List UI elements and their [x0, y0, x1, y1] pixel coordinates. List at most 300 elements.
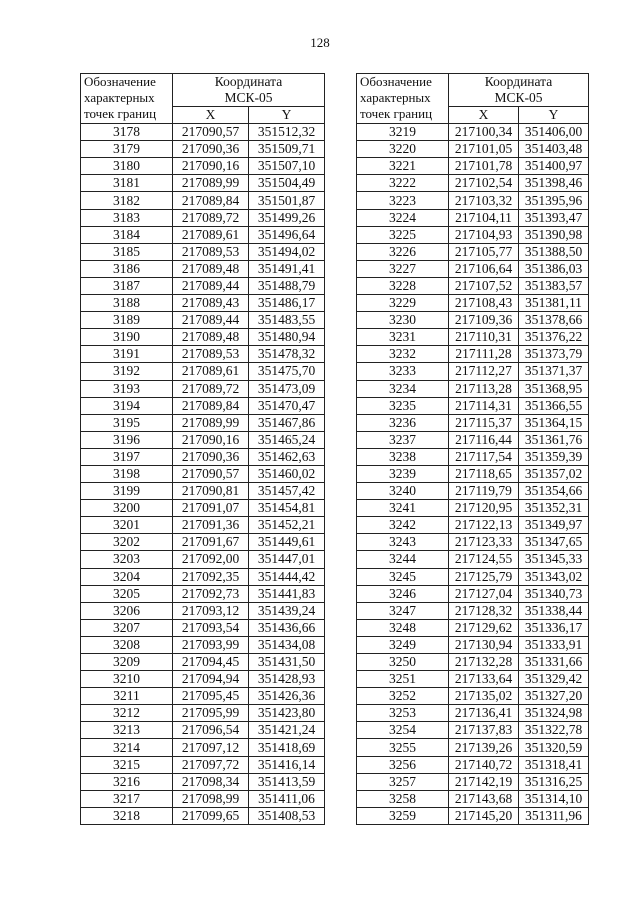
y-value-cell: 351378,66: [519, 312, 589, 329]
y-value-cell: 351366,55: [519, 397, 589, 414]
point-number-cell: 3196: [81, 431, 173, 448]
point-number-cell: 3217: [81, 790, 173, 807]
x-value-cell: 217106,64: [449, 260, 519, 277]
point-number-cell: 3224: [357, 209, 449, 226]
x-value-cell: 217115,37: [449, 414, 519, 431]
point-number-cell: 3247: [357, 602, 449, 619]
x-value-cell: 217090,57: [173, 124, 249, 141]
x-value-cell: 217090,81: [173, 483, 249, 500]
point-number-cell: 3193: [81, 380, 173, 397]
table-row: [357, 397, 589, 414]
x-value-cell: 217095,45: [173, 688, 249, 705]
point-number-cell: 3204: [81, 568, 173, 585]
point-number-cell: 3186: [81, 260, 173, 277]
point-number-cell: 3181: [81, 175, 173, 192]
coordinate-header: [449, 74, 589, 107]
point-number-cell: 3198: [81, 465, 173, 482]
point-number-cell: 3202: [81, 534, 173, 551]
y-value-cell: 351371,37: [519, 363, 589, 380]
point-number-cell: 3231: [357, 329, 449, 346]
point-number-cell: 3234: [357, 380, 449, 397]
x-value-cell: 217118,65: [449, 465, 519, 482]
x-value-cell: 217089,72: [173, 209, 249, 226]
y-value-cell: 351373,79: [519, 346, 589, 363]
x-value-cell: 217089,84: [173, 192, 249, 209]
y-value-cell: 351418,69: [249, 739, 325, 756]
y-value-cell: 351357,02: [519, 465, 589, 482]
x-value-cell: 217089,53: [173, 346, 249, 363]
x-value-cell: 217102,54: [449, 175, 519, 192]
point-number-cell: 3190: [81, 329, 173, 346]
point-number-cell: 3226: [357, 243, 449, 260]
point-number-cell: 3235: [357, 397, 449, 414]
table-row: [81, 739, 325, 756]
x-value-cell: 217129,62: [449, 619, 519, 636]
y-value-cell: 351376,22: [519, 329, 589, 346]
table-row: [81, 500, 325, 517]
table-row: [81, 158, 325, 175]
table-row: [81, 534, 325, 551]
x-value-cell: 217103,32: [449, 192, 519, 209]
point-label-header: [357, 74, 449, 124]
table-row: [81, 671, 325, 688]
x-value-cell: 217095,99: [173, 705, 249, 722]
x-value-cell: 217091,07: [173, 500, 249, 517]
coordinate-system: МСК-05: [224, 90, 273, 105]
y-value-cell: 351398,46: [519, 175, 589, 192]
x-value-cell: 217123,33: [449, 534, 519, 551]
point-number-cell: 3251: [357, 671, 449, 688]
point-number-cell: 3243: [357, 534, 449, 551]
x-header: X: [449, 107, 519, 124]
point-number-cell: 3214: [81, 739, 173, 756]
y-value-cell: 351478,32: [249, 346, 325, 363]
table-row: [81, 756, 325, 773]
x-value-cell: 217112,27: [449, 363, 519, 380]
table-row: [81, 414, 325, 431]
point-number-cell: 3192: [81, 363, 173, 380]
x-value-cell: 217139,26: [449, 739, 519, 756]
table-row: [357, 363, 589, 380]
table-row: [81, 380, 325, 397]
x-value-cell: 217094,94: [173, 671, 249, 688]
point-label-line3: точек границ: [84, 106, 157, 121]
x-value-cell: 217089,44: [173, 312, 249, 329]
x-value-cell: 217096,54: [173, 722, 249, 739]
y-value-cell: 351483,55: [249, 312, 325, 329]
x-value-cell: 217105,77: [449, 243, 519, 260]
y-value-cell: 351400,97: [519, 158, 589, 175]
y-value-cell: 351496,64: [249, 226, 325, 243]
y-value-cell: 351329,42: [519, 671, 589, 688]
point-number-cell: 3189: [81, 312, 173, 329]
y-value-cell: 351390,98: [519, 226, 589, 243]
y-value-cell: 351359,39: [519, 448, 589, 465]
y-value-cell: 351457,42: [249, 483, 325, 500]
point-number-cell: 3259: [357, 807, 449, 824]
x-value-cell: 217143,68: [449, 790, 519, 807]
point-number-cell: 3233: [357, 363, 449, 380]
point-number-cell: 3222: [357, 175, 449, 192]
y-value-cell: 351354,66: [519, 483, 589, 500]
x-value-cell: 217097,72: [173, 756, 249, 773]
table-row: [357, 551, 589, 568]
point-number-cell: 3191: [81, 346, 173, 363]
table-row: [81, 243, 325, 260]
table-row: [357, 483, 589, 500]
table-row: [81, 807, 325, 824]
point-number-cell: 3223: [357, 192, 449, 209]
point-number-cell: 3209: [81, 654, 173, 671]
x-value-cell: 217101,78: [449, 158, 519, 175]
y-value-cell: 351460,02: [249, 465, 325, 482]
x-value-cell: 217140,72: [449, 756, 519, 773]
x-value-cell: 217091,67: [173, 534, 249, 551]
table-row: [81, 465, 325, 482]
x-value-cell: 217089,99: [173, 175, 249, 192]
table-row: [357, 226, 589, 243]
point-number-cell: 3216: [81, 773, 173, 790]
x-value-cell: 217092,73: [173, 585, 249, 602]
table-row: [357, 414, 589, 431]
point-label-line2: характерных: [360, 90, 431, 105]
y-value-cell: 351314,10: [519, 790, 589, 807]
table-row: [81, 551, 325, 568]
x-value-cell: 217093,12: [173, 602, 249, 619]
table-row: [357, 431, 589, 448]
y-value-cell: 351447,01: [249, 551, 325, 568]
y-value-cell: 351470,47: [249, 397, 325, 414]
point-number-cell: 3240: [357, 483, 449, 500]
y-value-cell: 351381,11: [519, 295, 589, 312]
x-value-cell: 217109,36: [449, 312, 519, 329]
y-value-cell: 351501,87: [249, 192, 325, 209]
x-value-cell: 217089,61: [173, 363, 249, 380]
y-value-cell: 351368,95: [519, 380, 589, 397]
x-value-cell: 217089,48: [173, 260, 249, 277]
table-body-left: [81, 124, 325, 825]
x-value-cell: 217093,99: [173, 636, 249, 653]
y-value-cell: 351512,32: [249, 124, 325, 141]
y-value-cell: 351499,26: [249, 209, 325, 226]
x-value-cell: 217108,43: [449, 295, 519, 312]
x-value-cell: 217098,34: [173, 773, 249, 790]
point-number-cell: 3207: [81, 619, 173, 636]
table-row: [81, 705, 325, 722]
y-value-cell: 351318,41: [519, 756, 589, 773]
x-value-cell: 217090,57: [173, 465, 249, 482]
y-value-cell: 351322,78: [519, 722, 589, 739]
point-number-cell: 3228: [357, 277, 449, 294]
table-row: [81, 585, 325, 602]
table-row: [81, 619, 325, 636]
x-value-cell: 217132,28: [449, 654, 519, 671]
table-row: [81, 688, 325, 705]
y-value-cell: 351336,17: [519, 619, 589, 636]
page-number: 128: [310, 35, 330, 50]
point-number-cell: 3179: [81, 141, 173, 158]
table-row: [81, 722, 325, 739]
table-row: [357, 277, 589, 294]
x-value-cell: 217091,36: [173, 517, 249, 534]
point-number-cell: 3257: [357, 773, 449, 790]
point-number-cell: 3225: [357, 226, 449, 243]
point-number-cell: 3194: [81, 397, 173, 414]
x-value-cell: 217097,12: [173, 739, 249, 756]
point-number-cell: 3211: [81, 688, 173, 705]
x-value-cell: 217127,04: [449, 585, 519, 602]
y-value-cell: 351413,59: [249, 773, 325, 790]
point-number-cell: 3256: [357, 756, 449, 773]
table-row: [81, 141, 325, 158]
point-number-cell: 3203: [81, 551, 173, 568]
y-value-cell: 351352,31: [519, 500, 589, 517]
coordinates-table-right: [356, 73, 589, 825]
table-row: [357, 175, 589, 192]
point-number-cell: 3195: [81, 414, 173, 431]
point-number-cell: 3236: [357, 414, 449, 431]
point-number-cell: 3242: [357, 517, 449, 534]
y-value-cell: 351343,02: [519, 568, 589, 585]
table-row: [357, 585, 589, 602]
x-value-cell: 217089,99: [173, 414, 249, 431]
table-row: [81, 124, 325, 141]
y-value-cell: 351347,65: [519, 534, 589, 551]
y-value-cell: 351340,73: [519, 585, 589, 602]
table-row: [357, 380, 589, 397]
coordinate-header: [173, 74, 325, 107]
table-row: [357, 671, 589, 688]
point-label-line1: Обозначение: [360, 74, 432, 89]
table-row: [357, 141, 589, 158]
x-value-cell: 217114,31: [449, 397, 519, 414]
point-number-cell: 3219: [357, 124, 449, 141]
table-row: [357, 329, 589, 346]
x-value-cell: 217135,02: [449, 688, 519, 705]
y-value-cell: 351439,24: [249, 602, 325, 619]
table-row: [81, 260, 325, 277]
coordinate-title: Координата: [484, 74, 553, 89]
table-row: [81, 295, 325, 312]
x-value-cell: 217089,43: [173, 295, 249, 312]
point-number-cell: 3229: [357, 295, 449, 312]
table-row: [81, 602, 325, 619]
y-value-cell: 351421,24: [249, 722, 325, 739]
point-number-cell: 3230: [357, 312, 449, 329]
x-value-cell: 217090,36: [173, 448, 249, 465]
table-row: [81, 397, 325, 414]
table-row: [357, 517, 589, 534]
y-value-cell: 351345,33: [519, 551, 589, 568]
y-value-cell: 351462,63: [249, 448, 325, 465]
table-row: [81, 312, 325, 329]
x-value-cell: 217117,54: [449, 448, 519, 465]
y-value-cell: 351406,00: [519, 124, 589, 141]
y-value-cell: 351475,70: [249, 363, 325, 380]
table-row: [357, 192, 589, 209]
table-row: [81, 192, 325, 209]
y-value-cell: 351491,41: [249, 260, 325, 277]
point-number-cell: 3182: [81, 192, 173, 209]
y-value-cell: 351383,57: [519, 277, 589, 294]
point-number-cell: 3212: [81, 705, 173, 722]
y-value-cell: 351311,96: [519, 807, 589, 824]
x-value-cell: 217089,44: [173, 277, 249, 294]
y-value-cell: 351408,53: [249, 807, 325, 824]
x-value-cell: 217090,16: [173, 158, 249, 175]
table-row: [81, 209, 325, 226]
table-row: [357, 756, 589, 773]
x-value-cell: 217107,52: [449, 277, 519, 294]
y-value-cell: 351395,96: [519, 192, 589, 209]
point-number-cell: 3185: [81, 243, 173, 260]
table-row: [81, 483, 325, 500]
point-number-cell: 3252: [357, 688, 449, 705]
x-value-cell: 217089,72: [173, 380, 249, 397]
point-number-cell: 3232: [357, 346, 449, 363]
y-value-cell: 351467,86: [249, 414, 325, 431]
x-value-cell: 217110,31: [449, 329, 519, 346]
x-value-cell: 217130,94: [449, 636, 519, 653]
y-value-cell: 351386,03: [519, 260, 589, 277]
point-number-cell: 3197: [81, 448, 173, 465]
x-value-cell: 217128,32: [449, 602, 519, 619]
x-value-cell: 217094,45: [173, 654, 249, 671]
x-value-cell: 217125,79: [449, 568, 519, 585]
table-row: [81, 654, 325, 671]
y-value-cell: 351316,25: [519, 773, 589, 790]
x-value-cell: 217111,28: [449, 346, 519, 363]
table-row: [357, 243, 589, 260]
x-value-cell: 217113,28: [449, 380, 519, 397]
table-row: [81, 329, 325, 346]
point-number-cell: 3246: [357, 585, 449, 602]
y-value-cell: 351431,50: [249, 654, 325, 671]
y-value-cell: 351320,59: [519, 739, 589, 756]
table-row: [357, 312, 589, 329]
y-value-cell: 351428,93: [249, 671, 325, 688]
point-number-cell: 3241: [357, 500, 449, 517]
table-row: [357, 807, 589, 824]
y-value-cell: 351444,42: [249, 568, 325, 585]
y-value-cell: 351480,94: [249, 329, 325, 346]
y-value-cell: 351361,76: [519, 431, 589, 448]
point-number-cell: 3206: [81, 602, 173, 619]
y-value-cell: 351333,91: [519, 636, 589, 653]
table-row: [81, 175, 325, 192]
point-number-cell: 3180: [81, 158, 173, 175]
y-value-cell: 351434,08: [249, 636, 325, 653]
point-number-cell: 3201: [81, 517, 173, 534]
y-value-cell: 351426,36: [249, 688, 325, 705]
table-row: [357, 465, 589, 482]
table-row: [357, 636, 589, 653]
y-value-cell: 351449,61: [249, 534, 325, 551]
table-row: [81, 226, 325, 243]
x-value-cell: 217122,13: [449, 517, 519, 534]
point-number-cell: 3205: [81, 585, 173, 602]
y-header: Y: [519, 107, 589, 124]
x-value-cell: 217089,61: [173, 226, 249, 243]
x-value-cell: 217101,05: [449, 141, 519, 158]
table-row: [357, 739, 589, 756]
x-value-cell: 217089,84: [173, 397, 249, 414]
point-number-cell: 3248: [357, 619, 449, 636]
table-row: [357, 722, 589, 739]
table-row: [81, 636, 325, 653]
point-number-cell: 3239: [357, 465, 449, 482]
point-number-cell: 3187: [81, 277, 173, 294]
x-value-cell: 217093,54: [173, 619, 249, 636]
point-number-cell: 3183: [81, 209, 173, 226]
point-number-cell: 3221: [357, 158, 449, 175]
y-value-cell: 351507,10: [249, 158, 325, 175]
table-row: [357, 773, 589, 790]
x-value-cell: 217124,55: [449, 551, 519, 568]
table-row: [81, 346, 325, 363]
y-value-cell: 351509,71: [249, 141, 325, 158]
y-value-cell: 351416,14: [249, 756, 325, 773]
table-row: [81, 277, 325, 294]
y-value-cell: 351388,50: [519, 243, 589, 260]
point-label-line2: характерных: [84, 90, 155, 105]
point-number-cell: 3244: [357, 551, 449, 568]
point-number-cell: 3255: [357, 739, 449, 756]
table-row: [357, 346, 589, 363]
point-number-cell: 3237: [357, 431, 449, 448]
x-value-cell: 217092,35: [173, 568, 249, 585]
x-value-cell: 217137,83: [449, 722, 519, 739]
x-value-cell: 217104,11: [449, 209, 519, 226]
y-value-cell: 351411,06: [249, 790, 325, 807]
point-label-line3: точек границ: [360, 106, 433, 121]
y-value-cell: 351436,66: [249, 619, 325, 636]
table-row: [81, 431, 325, 448]
table-row: [357, 448, 589, 465]
x-value-cell: 217089,48: [173, 329, 249, 346]
table-row: [357, 158, 589, 175]
y-value-cell: 351393,47: [519, 209, 589, 226]
point-label-line1: Обозначение: [84, 74, 156, 89]
table-row: [357, 602, 589, 619]
y-value-cell: 351473,09: [249, 380, 325, 397]
y-value-cell: 351494,02: [249, 243, 325, 260]
table-row: [81, 568, 325, 585]
point-number-cell: 3208: [81, 636, 173, 653]
coordinate-system: МСК-05: [494, 90, 543, 105]
x-value-cell: 217145,20: [449, 807, 519, 824]
point-number-cell: 3253: [357, 705, 449, 722]
y-value-cell: 351488,79: [249, 277, 325, 294]
y-value-cell: 351423,80: [249, 705, 325, 722]
point-number-cell: 3220: [357, 141, 449, 158]
point-number-cell: 3238: [357, 448, 449, 465]
point-number-cell: 3245: [357, 568, 449, 585]
point-number-cell: 3218: [81, 807, 173, 824]
point-number-cell: 3178: [81, 124, 173, 141]
point-number-cell: 3188: [81, 295, 173, 312]
table-row: [357, 500, 589, 517]
table-row: [357, 619, 589, 636]
point-number-cell: 3258: [357, 790, 449, 807]
x-value-cell: 217090,16: [173, 431, 249, 448]
x-value-cell: 217090,36: [173, 141, 249, 158]
point-number-cell: 3249: [357, 636, 449, 653]
point-number-cell: 3210: [81, 671, 173, 688]
coordinates-table-left: [80, 73, 325, 825]
y-value-cell: 351441,83: [249, 585, 325, 602]
table-row: [81, 790, 325, 807]
